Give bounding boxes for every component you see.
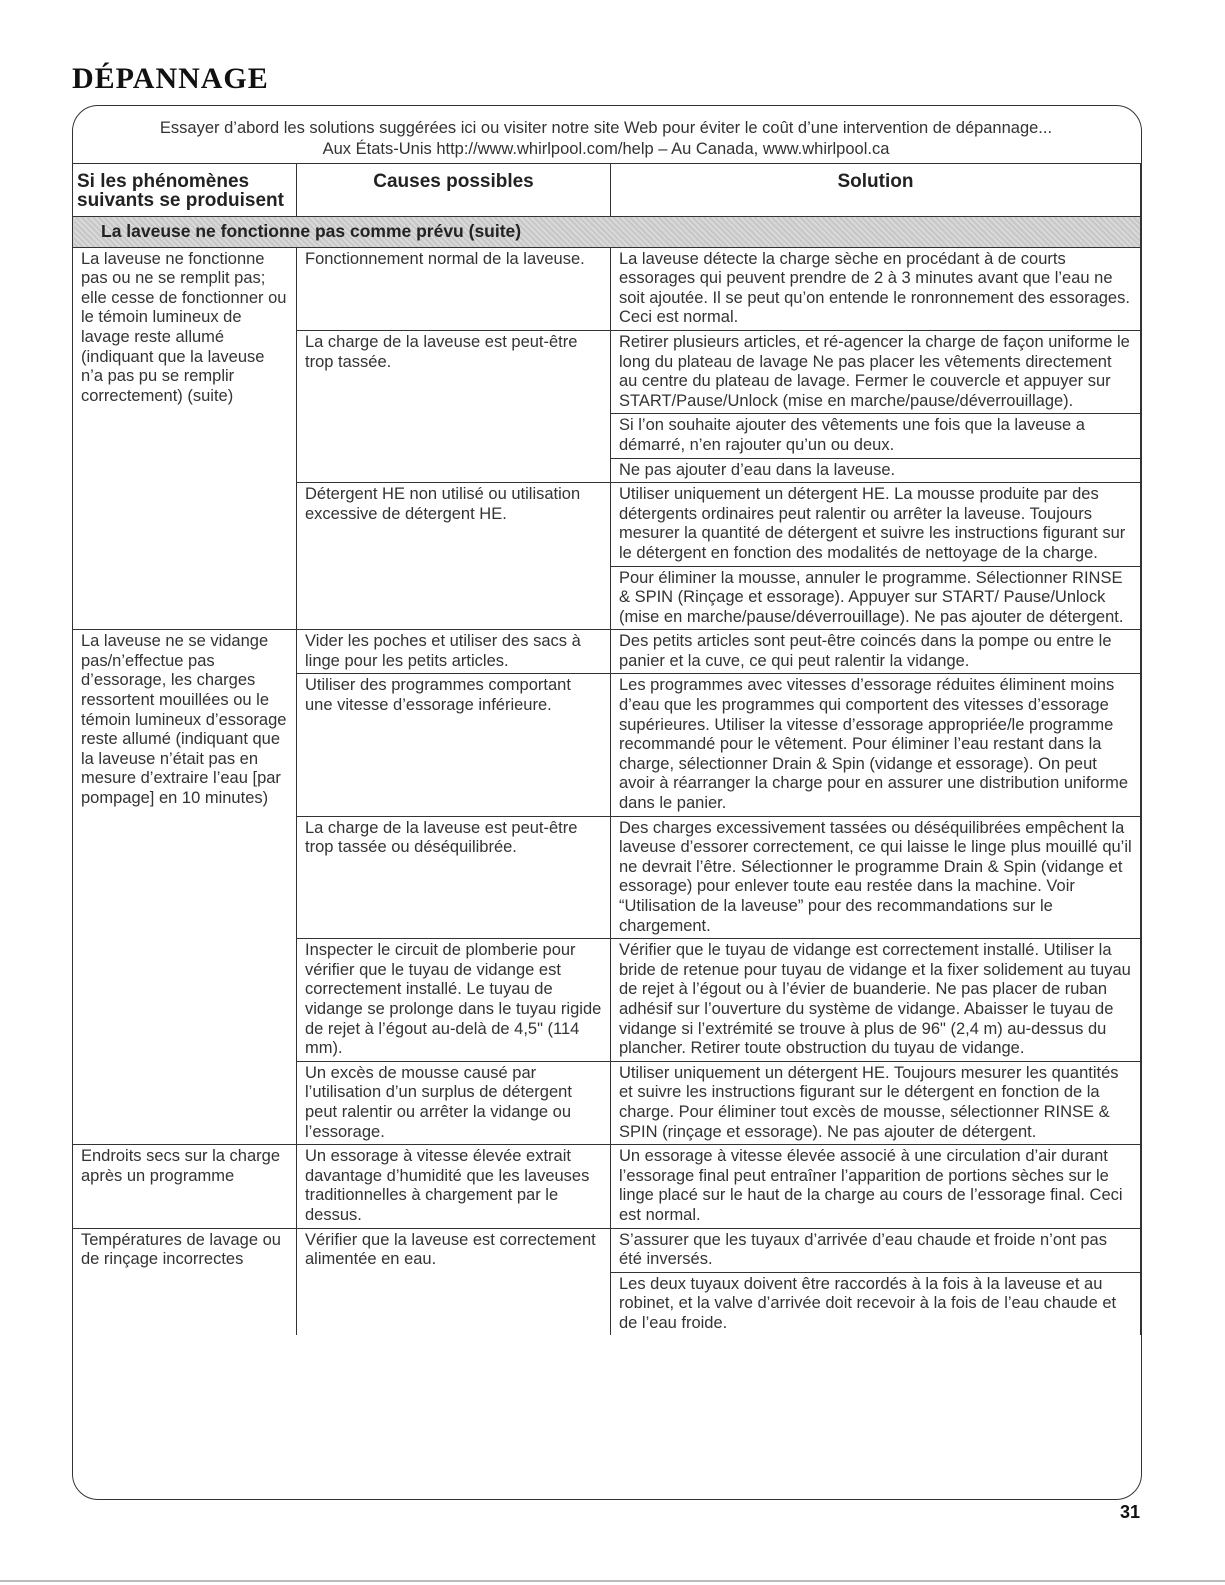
solution-cell: Utiliser uniquement un détergent HE. Toujours mesurer les quantités et suivre les instructions figurant sur le détergent en fonction de la charge. Pour éliminer tout excès de mousse, sélectionner RINSE & SPIN (rinçage et essorage). Ne pas ajouter de détergent. — [611, 1061, 1141, 1144]
solution-cell: S’assurer que les tuyaux d’arrivée d’eau chaude et froide n’ont pas été inversés. — [611, 1228, 1141, 1272]
table-body — [73, 217, 1141, 1336]
cause-cell: Détergent HE non utilisé ou utilisation excessive de détergent HE. — [297, 483, 611, 630]
solution-cell: Retirer plusieurs articles, et ré-agencer la charge de façon uniforme le long du plateau de lavage Ne pas placer les vêtements directement au centre du plateau de lavage. Fermer le couvercle et appuyer sur START/Pause/Unlock (mise en marche/pause/déverrouillage). — [611, 330, 1141, 413]
bottom-rule — [0, 1580, 1225, 1582]
cause-cell: Fonctionnement normal de la laveuse. — [297, 247, 611, 330]
solution-cell: Si l’on souhaite ajouter des vêtements une fois que la laveuse a démarré, n’en rajouter qu’un ou deux. — [611, 414, 1141, 458]
cause-cell: La charge de la laveuse est peut-être trop tassée ou déséquilibrée. — [297, 816, 611, 939]
page-number: 31 — [1119, 1502, 1140, 1522]
table-row — [73, 630, 1141, 674]
solution-cell: Vérifier que le tuyau de vidange est correctement installé. Utiliser la bride de retenue pour tuyau de vidange et la fixer solidement au tuyau de rejet à l’égout ou à l’évier de buanderie. Ne pas placer de ruban adhésif sur l’ouverture du système de vidange. Abaisser le tuyau de vidange si l’extrémité se trouve à plus de 96" (2,4 m) au-dessus du plancher. Retirer toute obstruction du tuyau de vidange. — [611, 939, 1141, 1062]
page-title: DÉPANNAGE — [72, 62, 269, 95]
solution-cell: Pour éliminer la mousse, annuler le programme. Sélectionner RINSE & SPIN (Rinçage et essorage). Appuyer sur START/ Pause/Unlock (mise en marche/pause/déverrouillage). Ne pas ajouter de détergent. — [611, 566, 1141, 630]
solution-cell: La laveuse détecte la charge sèche en procédant à de courts essorages qui peuvent prendre de 2 à 3 minutes avant que l’eau ne soit ajoutée. Il se peut qu’on entende le ronronnement des essorages. Ceci est normal. — [611, 247, 1141, 330]
symptom-cell: Températures de lavage ou de rinçage incorrectes — [73, 1228, 297, 1335]
table-row — [73, 247, 1141, 330]
solution-cell: Ne pas ajouter d’eau dans la laveuse. — [611, 458, 1141, 483]
solution-cell: Les deux tuyaux doivent être raccordés à la fois à la laveuse et au robinet, et la valve d’arrivée doit recevoir à la fois de l’eau chaude et de l’eau froide. — [611, 1272, 1141, 1335]
cause-cell: Un essorage à vitesse élevée extrait davantage d’humidité que les laveuses traditionnelles à chargement par le dessus. — [297, 1145, 611, 1228]
cause-cell: Un excès de mousse causé par l’utilisation d’un surplus de détergent peut ralentir ou arrêter la vidange ou l’essorage. — [297, 1061, 611, 1144]
header-symptom: Si les phénomènes suivants se produisent — [73, 164, 297, 217]
solution-cell: Un essorage à vitesse élevée associé à une circulation d’air durant l’essorage final peut entraîner l’apparition de portions sèches sur le linge placé sur le haut de la charge au cours de l’essorage final. Ceci est normal. — [611, 1145, 1141, 1228]
cause-cell: Inspecter le circuit de plomberie pour vérifier que le tuyau de vidange est correctement installé. Le tuyau de vidange se prolonge dans le tuyau rigide de rejet à l’égout au-delà de 4,5" (114 mm). — [297, 939, 611, 1062]
cause-cell: Vérifier que la laveuse est correctement alimentée en eau. — [297, 1228, 611, 1335]
section-heading: La laveuse ne fonctionne pas comme prévu (suite) — [73, 217, 1141, 248]
intro-line-2: Aux États-Unis http://www.whirlpool.com/help – Au Canada, www.whirlpool.ca — [322, 140, 890, 158]
symptom-cell: La laveuse ne se vidange pas/n’effectue pas d’essorage, les charges ressortent mouillées ou le témoin lumineux d’essorage reste allumé (indiquant que la laveuse n’était pas en mesure d’extraire l’eau [par pompage] en 10 minutes) — [73, 630, 297, 1145]
cause-cell: Vider les poches et utiliser des sacs à linge pour les petits articles. — [297, 630, 611, 674]
intro-note — [72, 118, 1140, 160]
header-solution: Solution — [611, 164, 1141, 217]
symptom-cell: Endroits secs sur la charge après un programme — [73, 1145, 297, 1228]
solution-cell: Les programmes avec vitesses d’essorage réduites éliminent moins d’eau que les programmes qui comportent des vitesses d’essorage supérieures. Utiliser la vitesse d’essorage appropriée/le programme recommandé pour le vêtement. Pour éliminer l’eau restant dans la charge, sélectionner Drain & Spin (vidange et essorage). On peut avoir à réarranger la charge pour en assurer une distribution uniforme dans le panier. — [611, 674, 1141, 816]
header-causes: Causes possibles — [297, 164, 611, 217]
solution-cell: Des charges excessivement tassées ou déséquilibrées empêchent la laveuse d’essorer correctement, ce qui laisse le linge plus mouillé qu’il ne devrait l’être. Sélectionner le programme Drain & Spin (vidange et essorage) pour enlever toute eau restée dans la machine. Voir “Utilisation de la laveuse” pour des recommandations sur le chargement. — [611, 816, 1141, 939]
solution-cell: Utiliser uniquement un détergent HE. La mousse produite par des détergents ordinaires peut ralentir ou arrêter la laveuse. Toujours mesurer la quantité de détergent et suivre les instructions figurant sur le détergent en fonction des modalités de nettoyage de la charge. — [611, 483, 1141, 566]
solution-cell: Des petits articles sont peut-être coincés dans la pompe ou entre le panier et la cuve, ce qui peut ralentir la vidange. — [611, 630, 1141, 674]
troubleshooting-table-wrapper — [72, 163, 1140, 1335]
intro-line-1: Essayer d’abord les solutions suggérées ici ou visiter notre site Web pour éviter le coût d’une intervention de dépannage... — [159, 119, 1053, 137]
cause-cell: La charge de la laveuse est peut-être trop tassée. — [297, 330, 611, 482]
cause-cell: Utiliser des programmes comportant une vitesse d’essorage inférieure. — [297, 674, 611, 816]
table-row — [73, 1145, 1141, 1228]
table-row — [73, 1228, 1141, 1272]
symptom-cell: La laveuse ne fonctionne pas ou ne se remplit pas; elle cesse de fonctionner ou le témoin lumineux de lavage reste allumé (indiquant que la laveuse n’a pas pu se remplir correctement) (suite) — [73, 247, 297, 630]
troubleshooting-table — [72, 163, 1141, 1335]
